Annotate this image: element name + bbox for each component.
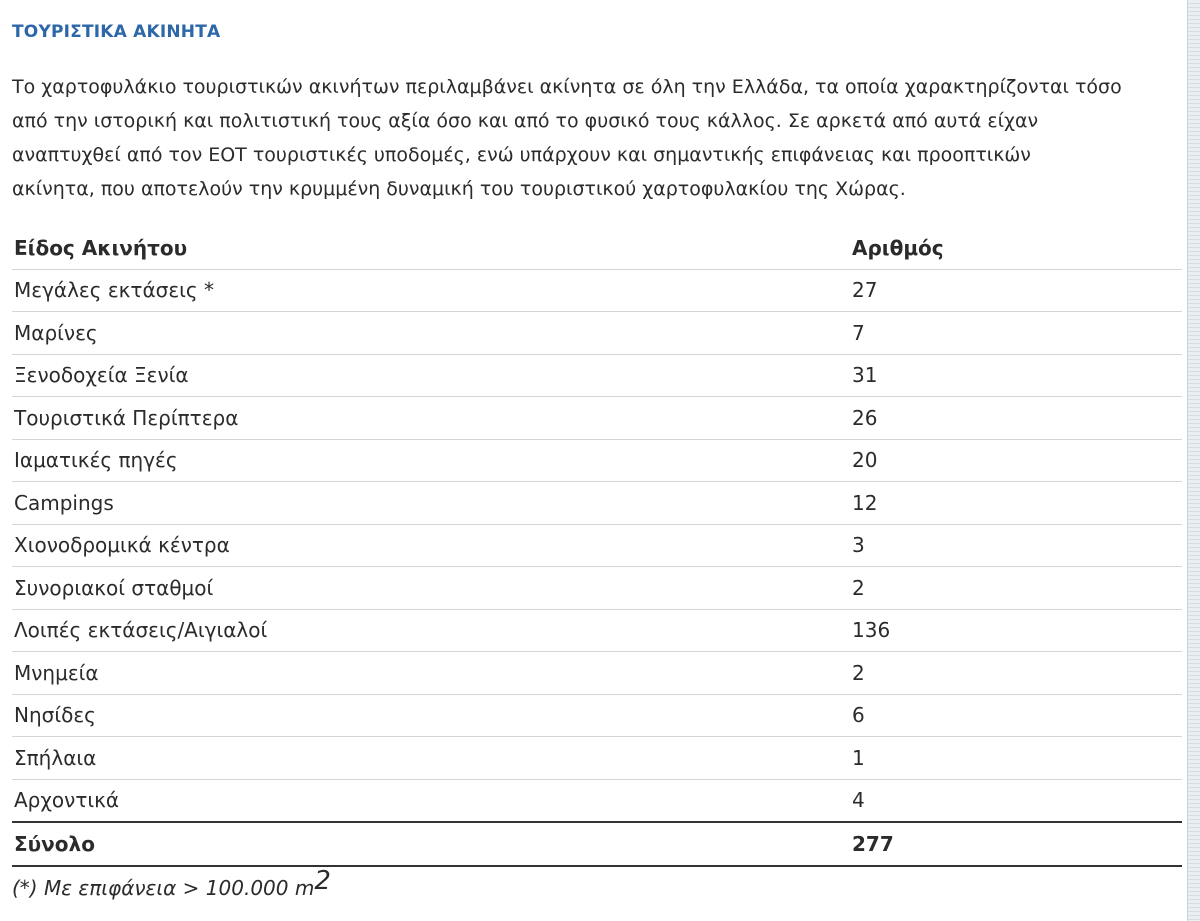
intro-line: αναπτυχθεί από τον ΕΟΤ τουριστικές υποδομές, ενώ υπάρχουν και σημαντικής επιφάνειας και προοπτικών (12, 144, 1031, 166)
table-row (12, 354, 1182, 397)
property-type-cell: Νησίδες (12, 694, 852, 737)
header-count: Αριθμός (852, 227, 1182, 269)
table-row (12, 312, 1182, 355)
property-type-cell: Τουριστικά Περίπτερα (12, 397, 852, 440)
header-property-type: Είδος Ακινήτου (12, 227, 852, 269)
count-cell: 7 (852, 312, 1182, 355)
count-cell: 2 (852, 567, 1182, 610)
table-row (12, 609, 1182, 652)
count-cell: 31 (852, 354, 1182, 397)
count-cell: 3 (852, 524, 1182, 567)
property-type-cell: Campings (12, 482, 852, 525)
table-row (12, 652, 1182, 695)
count-cell: 20 (852, 439, 1182, 482)
property-type-cell: Μεγάλες εκτάσεις * (12, 269, 852, 312)
count-cell: 12 (852, 482, 1182, 525)
table-total-row (12, 822, 1182, 866)
count-cell: 6 (852, 694, 1182, 737)
intro-line: από την ιστορική και πολιτιστική τους αξία όσο και από το φυσικό τους κάλλος. Σε αρκετά από αυτά είχαν (12, 110, 1039, 132)
total-label: Σύνολο (12, 822, 852, 866)
table-row (12, 439, 1182, 482)
footnote (12, 866, 331, 902)
intro-paragraph (12, 70, 1184, 206)
table-row (12, 694, 1182, 737)
table-header-row (12, 227, 1182, 269)
table-row (12, 737, 1182, 780)
count-cell: 2 (852, 652, 1182, 695)
intro-line: ακίνητα, που αποτελούν την κρυμμένη δυναμική του τουριστικού χαρτοφυλακίου της Χώρας. (12, 178, 906, 200)
property-type-cell: Ιαματικές πηγές (12, 439, 852, 482)
property-type-cell: Συνοριακοί σταθμοί (12, 567, 852, 610)
property-type-cell: Λοιπές εκτάσεις/Αιγιαλοί (12, 609, 852, 652)
count-cell: 136 (852, 609, 1182, 652)
count-cell: 1 (852, 737, 1182, 780)
property-type-cell: Αρχοντικά (12, 779, 852, 822)
page-edge-border (1187, 0, 1200, 921)
count-cell: 27 (852, 269, 1182, 312)
table-row (12, 482, 1182, 525)
property-type-cell: Ξενοδοχεία Ξενία (12, 354, 852, 397)
table-row (12, 779, 1182, 822)
properties-table (12, 227, 1182, 867)
footnote-superscript: 2 (314, 866, 331, 896)
table-row (12, 567, 1182, 610)
count-cell: 4 (852, 779, 1182, 822)
count-cell: 26 (852, 397, 1182, 440)
total-count: 277 (852, 822, 1182, 866)
intro-line: Το χαρτοφυλάκιο τουριστικών ακινήτων περιλαμβάνει ακίνητα σε όλη την Ελλάδα, τα οποία χαρακτηρίζονται τόσο (12, 76, 1122, 98)
section-title: ΤΟΥΡΙΣΤΙΚΑ ΑΚΙΝΗΤΑ (12, 22, 221, 42)
table-row (12, 524, 1182, 567)
property-type-cell: Χιονοδρομικά κέντρα (12, 524, 852, 567)
table-row (12, 269, 1182, 312)
property-type-cell: Μνημεία (12, 652, 852, 695)
footnote-text: (*) Με επιφάνεια > 100.000 m (12, 876, 315, 900)
table-row (12, 397, 1182, 440)
property-type-cell: Σπήλαια (12, 737, 852, 780)
property-type-cell: Μαρίνες (12, 312, 852, 355)
